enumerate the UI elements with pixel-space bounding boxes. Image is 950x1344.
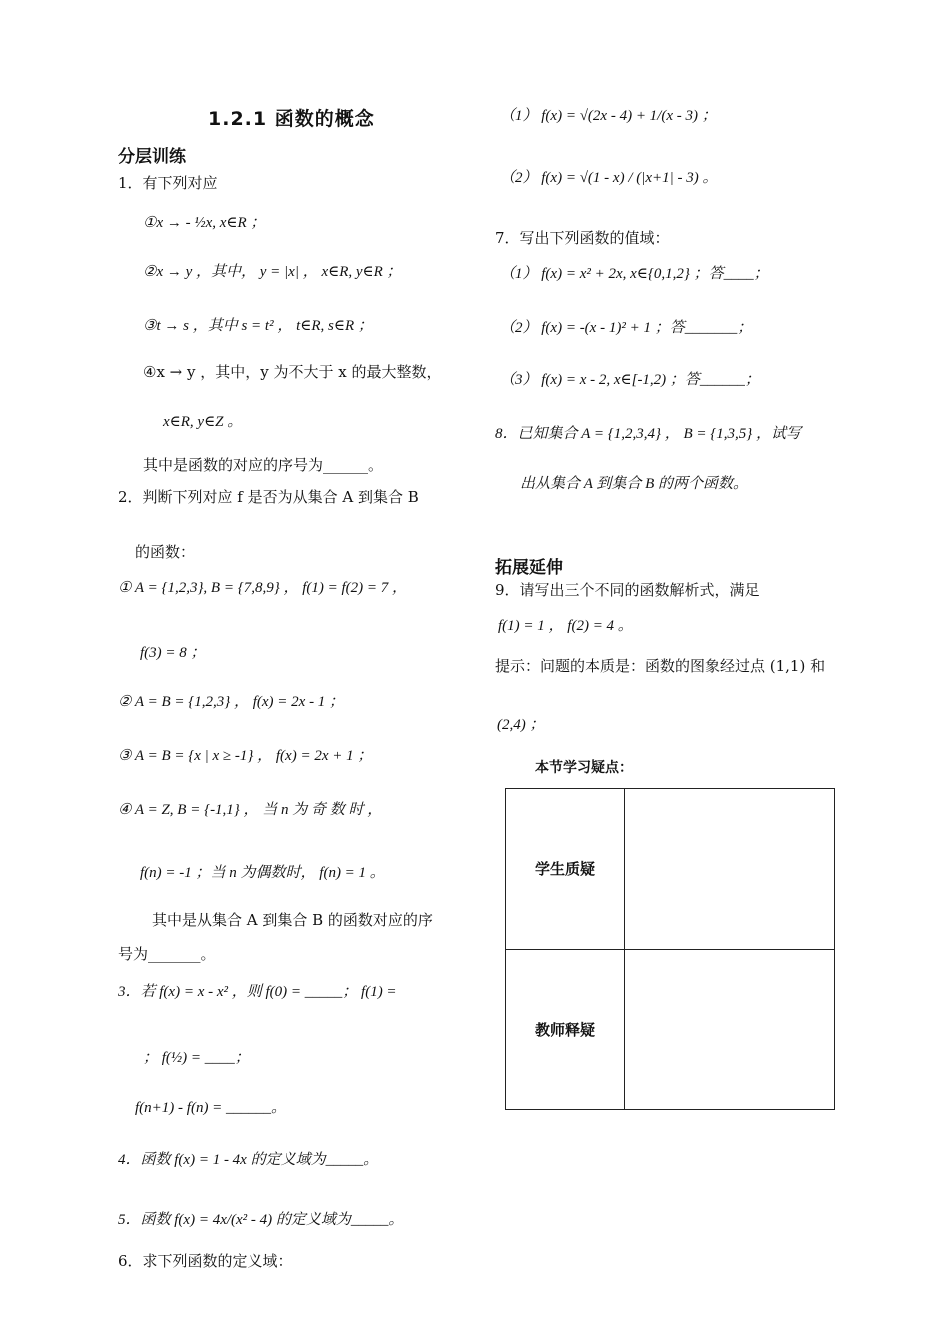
section-heading-training: 分层训练 xyxy=(118,147,186,167)
hint-line-1: 提示：问题的本质是：函数的图象经过点 (1,1) 和 xyxy=(495,657,826,675)
question-3-line-2: ； f(½) = ____； xyxy=(143,1050,250,1066)
question-2-ask-line-1: 其中是从集合 A 到集合 B 的函数对应的序 xyxy=(152,911,433,929)
section-heading-extension: 拓展延伸 xyxy=(495,558,563,578)
table-row xyxy=(506,949,835,1110)
row-label-teacher: 教师释疑 xyxy=(506,949,625,1110)
question-7-item-2: （2） f(x) = -(x - 1)² + 1 ；答_______； xyxy=(500,320,753,336)
teacher-answer-cell[interactable] xyxy=(625,949,835,1110)
question-2-item-2: ② A = B = {1,2,3} ， f(x) = 2x - 1 ； xyxy=(118,694,345,710)
question-9-line-1: 9．请写出三个不同的函数解析式，满足 xyxy=(495,581,760,599)
question-1-head: 1．有下列对应 xyxy=(118,174,218,192)
question-7-head: 7．写出下列函数的值域： xyxy=(495,229,670,247)
question-8-line-1: 8．已知集合 A = {1,2,3,4} ， B = {1,3,5} ，试写 xyxy=(495,426,802,442)
page-title: 1.2.1 函数的概念 xyxy=(208,108,375,130)
question-7-item-1: （1） f(x) = x² + 2x, x∈{0,1,2} ；答____； xyxy=(500,266,769,282)
question-1-item-4-line-2: x∈R, y∈Z 。 xyxy=(163,414,243,430)
doubt-table xyxy=(505,788,835,1110)
question-1-item-2: ②x → y ，其中， y = |x| ， x∈R, y∈R ； xyxy=(143,264,402,280)
question-3-line-3: f(n+1) - f(n) = ______。 xyxy=(135,1100,287,1116)
question-1-item-1: ①x → - ½x, x∈R ； xyxy=(143,215,266,231)
question-1-item-3: ③t → s ，其中 s = t² ， t∈R, s∈R ； xyxy=(143,318,373,334)
question-2-item-1-line-1: ① A = {1,2,3}, B = {7,8,9} ， f(1) = f(2) = 7 ， xyxy=(118,580,408,596)
question-2-item-1-line-2: f(3) = 8 ； xyxy=(140,645,206,661)
question-9-line-2: f(1) = 1 ， f(2) = 4 。 xyxy=(498,618,633,634)
question-2-head: 2．判断下列对应 f 是否为从集合 A 到集合 B xyxy=(118,488,419,506)
doubt-title: 本节学习疑点： xyxy=(535,760,633,776)
question-3-line-1: 3．若 f(x) = x - x² ，则 f(0) = _____； f(1) = xyxy=(118,984,397,1000)
question-1-ask: 其中是函数的对应的序号为______。 xyxy=(143,456,384,474)
question-7-item-3: （3） f(x) = x - 2, x∈[-1,2) ；答______； xyxy=(500,372,760,388)
question-2-item-3: ③ A = B = {x | x ≥ -1} ， f(x) = 2x + 1 ； xyxy=(118,748,373,764)
question-6-item-1: （1） f(x) = √(2x - 4) + 1/(x - 3) ； xyxy=(500,108,717,124)
student-doubt-cell[interactable] xyxy=(625,789,835,950)
question-6-head: 6．求下列函数的定义域： xyxy=(118,1252,293,1270)
question-2-ask-line-2: 号为_______。 xyxy=(118,945,216,963)
question-2-head-line-2: 的函数： xyxy=(135,543,196,561)
question-2-item-4-line-1: ④ A = Z, B = {-1,1} ， 当 n 为 奇 数 时 ， xyxy=(118,802,383,818)
hint-line-2: (2,4) ； xyxy=(497,717,545,733)
question-4: 4．函数 f(x) = 1 - 4x 的定义域为_____。 xyxy=(118,1152,379,1168)
question-6-item-2: （2） f(x) = √(1 - x) / (|x+1| - 3) 。 xyxy=(500,170,718,186)
row-label-student: 学生质疑 xyxy=(506,789,625,950)
table-row xyxy=(506,789,835,950)
question-2-item-4-line-2: f(n) = -1 ；当 n 为偶数时， f(n) = 1 。 xyxy=(140,865,385,881)
question-1-item-4-line-1: ④x → y ，其中，y 为不大于 x 的最大整数， xyxy=(143,363,442,381)
question-8-line-2: 出从集合 A 到集合 B 的两个函数。 xyxy=(520,476,749,492)
question-5: 5．函数 f(x) = 4x/(x² - 4) 的定义域为_____。 xyxy=(118,1212,404,1228)
